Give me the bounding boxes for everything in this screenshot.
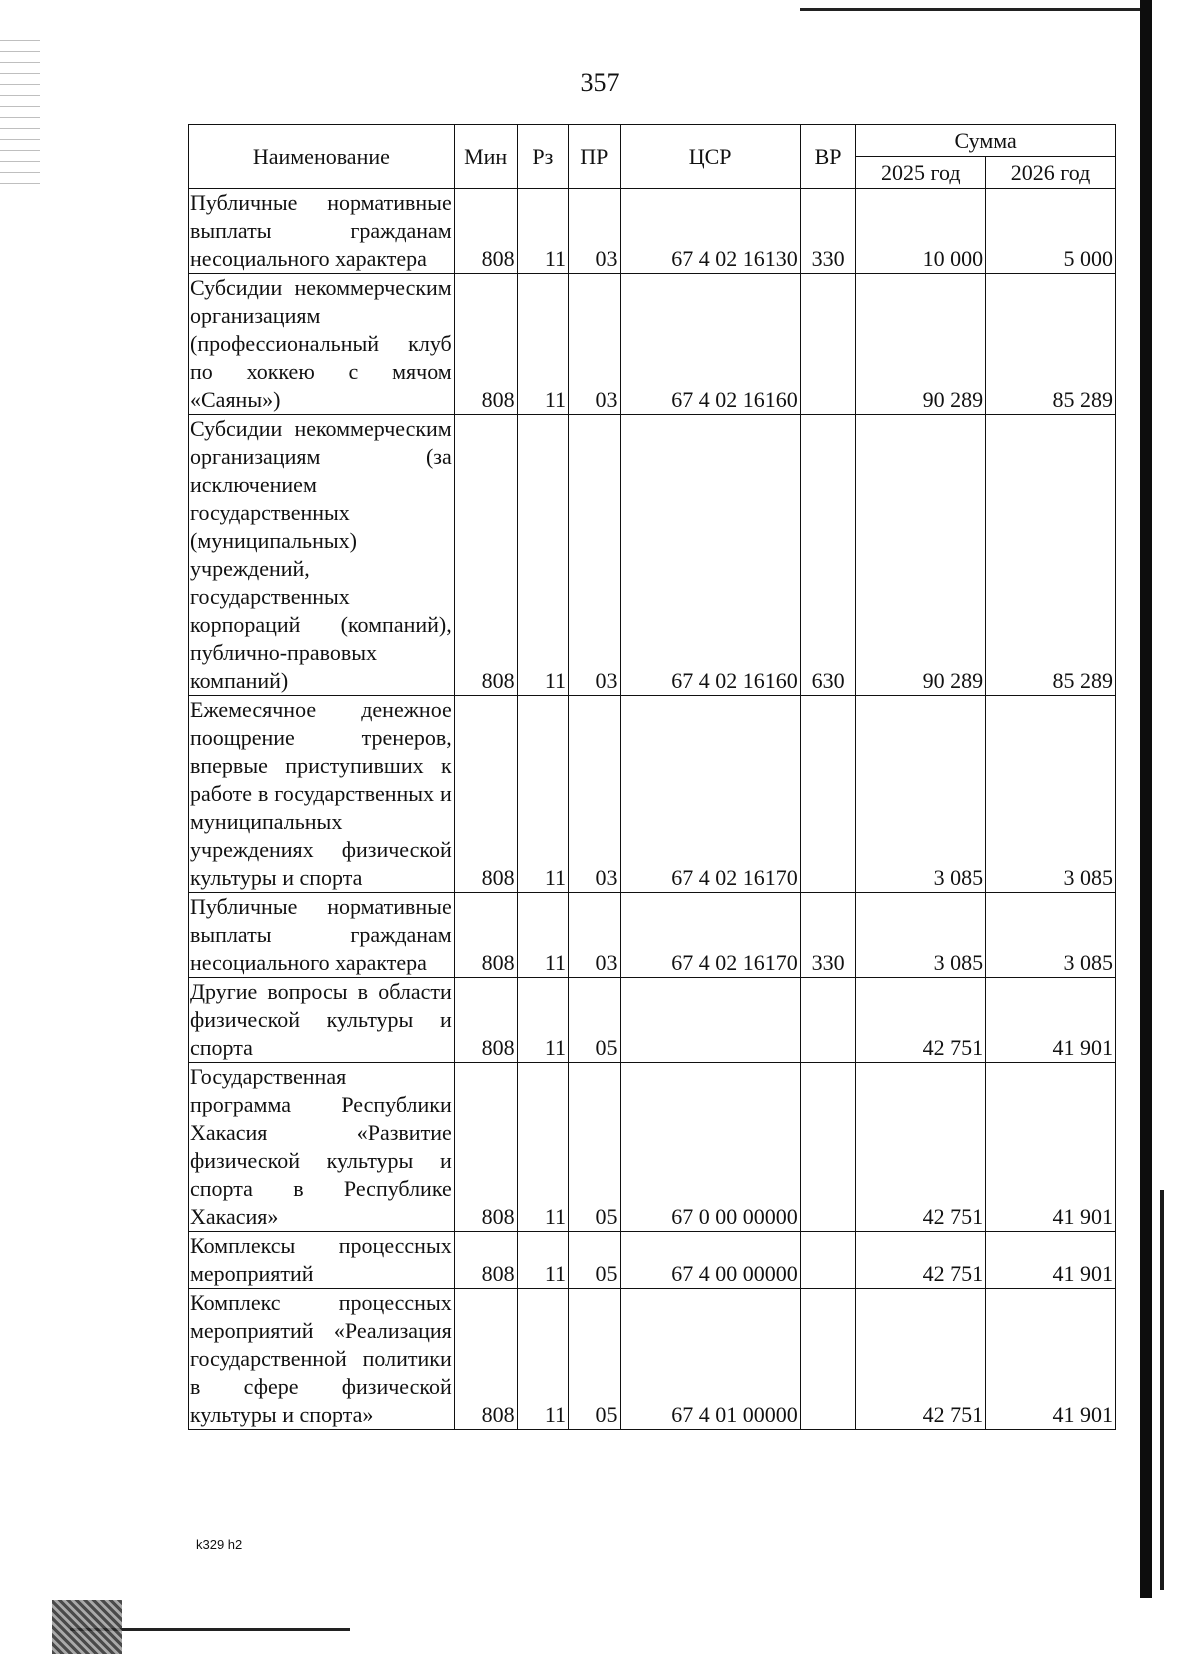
row-min: 808	[454, 189, 517, 274]
row-name: Другие вопросы в области физической культуры и спорта	[189, 978, 455, 1063]
row-pr: 05	[569, 1232, 620, 1289]
row-vr	[800, 696, 856, 893]
header-year-2025: 2025 год	[856, 157, 986, 189]
row-csr: 67 4 02 16130	[620, 189, 800, 274]
table-row	[189, 189, 1116, 274]
row-sum-2025: 42 751	[856, 1232, 986, 1289]
header-min: Мин	[454, 125, 517, 189]
row-name: Ежемесячное денежное поощрение тренеров, впервые приступивших к работе в государственных и муниципальных учреждениях физической культуры и спорта	[189, 696, 455, 893]
row-min: 808	[454, 1063, 517, 1232]
row-pr: 05	[569, 1063, 620, 1232]
header-pr: ПР	[569, 125, 620, 189]
row-sum-2026: 41 901	[986, 1063, 1116, 1232]
row-pr: 03	[569, 274, 620, 415]
row-min: 808	[454, 893, 517, 978]
row-vr: 330	[800, 893, 856, 978]
row-vr	[800, 1232, 856, 1289]
row-vr: 330	[800, 189, 856, 274]
row-rz: 11	[517, 189, 568, 274]
table-row	[189, 696, 1116, 893]
row-sum-2026: 5 000	[986, 189, 1116, 274]
scan-edge-bar-secondary	[1160, 1190, 1164, 1590]
row-sum-2025: 42 751	[856, 1063, 986, 1232]
row-name: Публичные нормативные выплаты гражданам несоциального характера	[189, 893, 455, 978]
row-pr: 03	[569, 189, 620, 274]
row-vr	[800, 1063, 856, 1232]
row-rz: 11	[517, 274, 568, 415]
row-csr: 67 4 02 16170	[620, 696, 800, 893]
row-sum-2025: 42 751	[856, 978, 986, 1063]
row-csr	[620, 978, 800, 1063]
row-pr: 05	[569, 978, 620, 1063]
table-row	[189, 893, 1116, 978]
row-rz: 11	[517, 696, 568, 893]
row-sum-2025: 10 000	[856, 189, 986, 274]
row-rz: 11	[517, 1289, 568, 1430]
row-min: 808	[454, 978, 517, 1063]
row-name: Комплекс процессных мероприятий «Реализация государственной политики в сфере физической культуры и спорта»	[189, 1289, 455, 1430]
header-rz: Рз	[517, 125, 568, 189]
header-csr: ЦСР	[620, 125, 800, 189]
row-vr	[800, 1289, 856, 1430]
table-row	[189, 274, 1116, 415]
row-name: Субсидии некоммерческим организациям (за исключением государственных (муниципальных) учреждений, государственных корпораций (компаний), публично-правовых компаний)	[189, 415, 455, 696]
page-number: 357	[580, 68, 620, 97]
row-pr: 03	[569, 696, 620, 893]
table-row	[189, 978, 1116, 1063]
header-sum: Сумма	[856, 125, 1116, 157]
scan-edge-bar	[1140, 0, 1152, 1598]
row-min: 808	[454, 274, 517, 415]
row-rz: 11	[517, 415, 568, 696]
row-sum-2026: 85 289	[986, 415, 1116, 696]
row-sum-2026: 41 901	[986, 1289, 1116, 1430]
row-sum-2026: 41 901	[986, 1232, 1116, 1289]
table-header-row	[189, 125, 1116, 157]
row-csr: 67 4 02 16170	[620, 893, 800, 978]
row-sum-2025: 90 289	[856, 274, 986, 415]
row-sum-2025: 3 085	[856, 893, 986, 978]
scan-edge-line	[800, 8, 1140, 11]
row-rz: 11	[517, 893, 568, 978]
row-pr: 03	[569, 415, 620, 696]
row-csr: 67 4 01 00000	[620, 1289, 800, 1430]
row-rz: 11	[517, 978, 568, 1063]
table-row	[189, 1289, 1116, 1430]
table-row	[189, 1063, 1116, 1232]
row-name: Государственная программа Республики Хакасия «Развитие физической культуры и спорта в Республике Хакасия»	[189, 1063, 455, 1232]
row-name: Комплексы процессных мероприятий	[189, 1232, 455, 1289]
document-code: k329 h2	[196, 1537, 243, 1552]
row-pr: 05	[569, 1289, 620, 1430]
header-year-2026: 2026 год	[986, 157, 1116, 189]
row-min: 808	[454, 415, 517, 696]
table-row	[189, 1232, 1116, 1289]
header-name: Наименование	[189, 125, 455, 189]
row-sum-2025: 3 085	[856, 696, 986, 893]
row-csr: 67 0 00 00000	[620, 1063, 800, 1232]
row-rz: 11	[517, 1232, 568, 1289]
row-sum-2025: 90 289	[856, 415, 986, 696]
row-rz: 11	[517, 1063, 568, 1232]
row-csr: 67 4 00 00000	[620, 1232, 800, 1289]
header-vr: ВР	[800, 125, 856, 189]
row-min: 808	[454, 1289, 517, 1430]
row-sum-2025: 42 751	[856, 1289, 986, 1430]
row-sum-2026: 41 901	[986, 978, 1116, 1063]
row-vr: 630	[800, 415, 856, 696]
row-min: 808	[454, 696, 517, 893]
row-pr: 03	[569, 893, 620, 978]
scan-noise	[0, 30, 40, 190]
row-sum-2026: 85 289	[986, 274, 1116, 415]
row-sum-2026: 3 085	[986, 893, 1116, 978]
row-vr	[800, 978, 856, 1063]
table-row	[189, 415, 1116, 696]
budget-table	[188, 124, 1116, 1430]
row-vr	[800, 274, 856, 415]
row-name: Публичные нормативные выплаты гражданам несоциального характера	[189, 189, 455, 274]
row-csr: 67 4 02 16160	[620, 415, 800, 696]
row-csr: 67 4 02 16160	[620, 274, 800, 415]
scan-noise-blob	[52, 1600, 122, 1654]
row-sum-2026: 3 085	[986, 696, 1116, 893]
row-min: 808	[454, 1232, 517, 1289]
row-name: Субсидии некоммерческим организациям (профессиональный клуб по хоккею с мячом «Саяны»)	[189, 274, 455, 415]
